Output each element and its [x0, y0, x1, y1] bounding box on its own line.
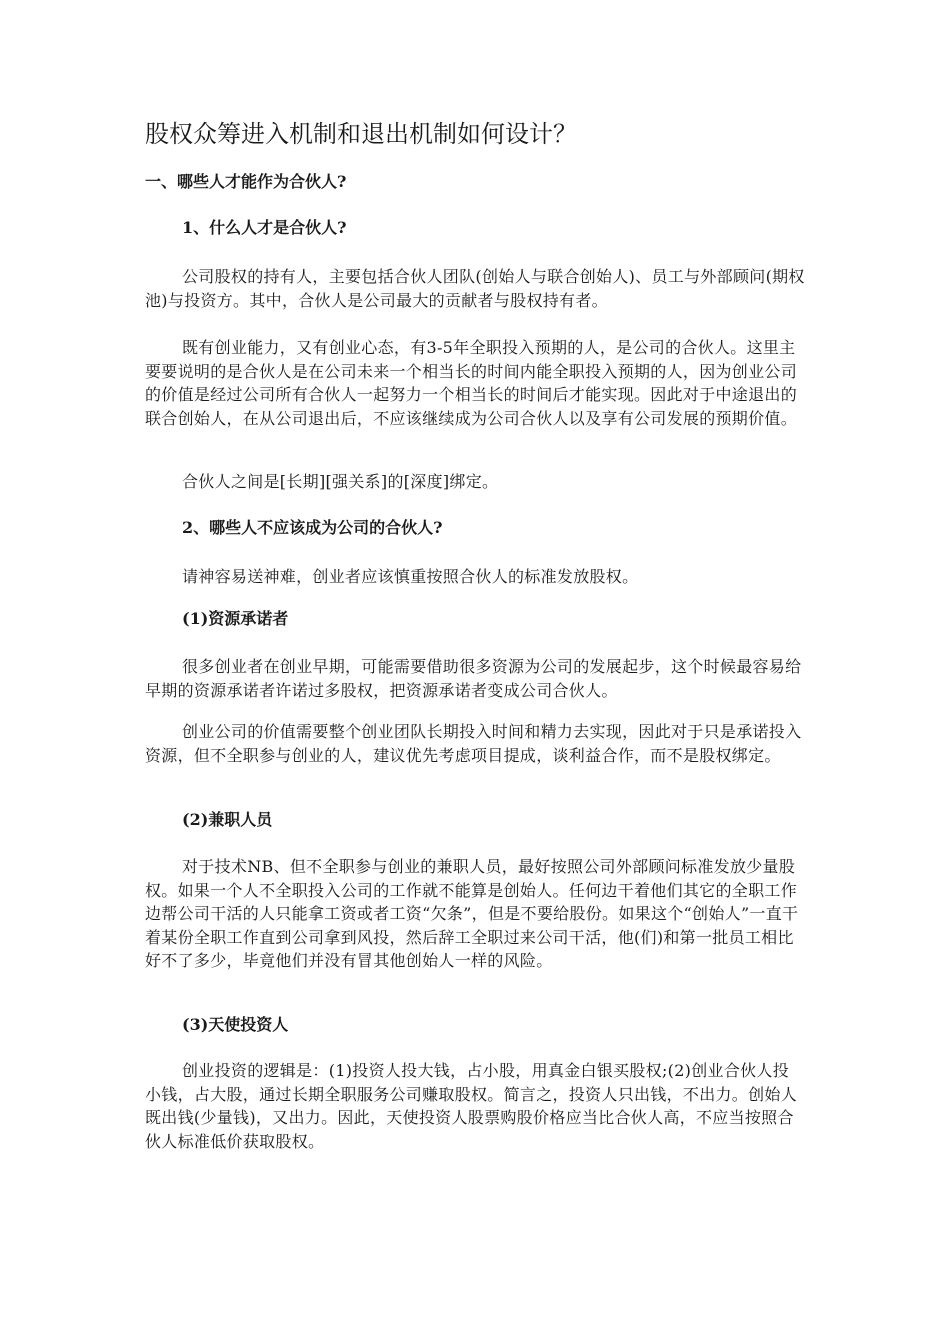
subheading-who-not-partner: 2、哪些人不应该成为公司的合伙人? [182, 518, 443, 537]
subheading-part-time-staff: (2)兼职人员 [182, 810, 273, 829]
subheading-resource-promisers: (1)资源承诺者 [182, 609, 289, 628]
subheading-angel-investors: (3)天使投资人 [182, 1015, 289, 1034]
subheading-who-is-partner: 1、什么人才是合伙人? [182, 218, 347, 237]
document-title: 股权众筹进入机制和退出机制如何设计？ [145, 120, 577, 148]
paragraph-resource-promisers-1: 很多创业者在创业早期，可能需要借助很多资源为公司的发展起步，这个时候最容易给早期的资源承诺者许诺过多股权，把资源承诺者变成公司合伙人。 [145, 657, 802, 700]
paragraph-partner-definition: 既有创业能力，又有创业心态，有3-5年全职投入预期的人，是公司的合伙人。这里主要要说明的是合伙人是在公司未来一个相当长的时间内能全职投入预期的人，因为创业公司的价值是经过公司所有合伙人一起努力一个相当长的时间后才能实现。因此对于中途退出的联合创始人，在从公司退出后，不应该继续成为公司合伙人以及享有公司发展的预期价值。 [145, 338, 798, 428]
paragraph-equity-holders: 公司股权的持有人，主要包括合伙人团队(创始人与联合创始人)、员工与外部顾问(期权池)与投资方。其中，合伙人是公司最大的贡献者与股权持有者。 [145, 267, 805, 310]
paragraph-angel-investors: 创业投资的逻辑是：(1)投资人投大钱，占小股，用真金白银买股权;(2)创业合伙人投小钱，占大股，通过长期全职服务公司赚取股权。简言之，投资人只出钱，不出力。创始人既出钱(少量钱)，又出力。因此，天使投资人股票购股价格应当比合伙人高，不应当按照合伙人标准低价获取股权。 [145, 1061, 798, 1151]
paragraph-part-time-staff: 对于技术NB、但不全职参与创业的兼职人员，最好按照公司外部顾问标准发放少量股权。如果一个人不全职投入公司的工作就不能算是创始人。任何边干着他们其它的全职工作边帮公司干活的人只能拿工资或者工资“欠条”，但是不要给股份。如果这个“创始人”一直干着某份全职工作直到公司拿到风投，然后辞工全职过来公司干活，他(们)和第一批员工相比好不了多少，毕竟他们并没有冒其他创始人一样的风险。 [145, 857, 799, 970]
paragraph-partner-binding: 合伙人之间是[长期][强关系]的[深度]绑定。 [182, 472, 499, 491]
section-heading-partners: 一、哪些人才能作为合伙人? [145, 172, 347, 191]
paragraph-resource-promisers-2: 创业公司的价值需要整个创业团队长期投入时间和精力去实现，因此对于只是承诺投入资源，但不全职参与创业的人，建议优先考虑项目提成，谈利益合作，而不是股权绑定。 [145, 722, 802, 765]
paragraph-equity-caution: 请神容易送神难，创业者应该慎重按照合伙人的标准发放股权。 [182, 567, 639, 586]
